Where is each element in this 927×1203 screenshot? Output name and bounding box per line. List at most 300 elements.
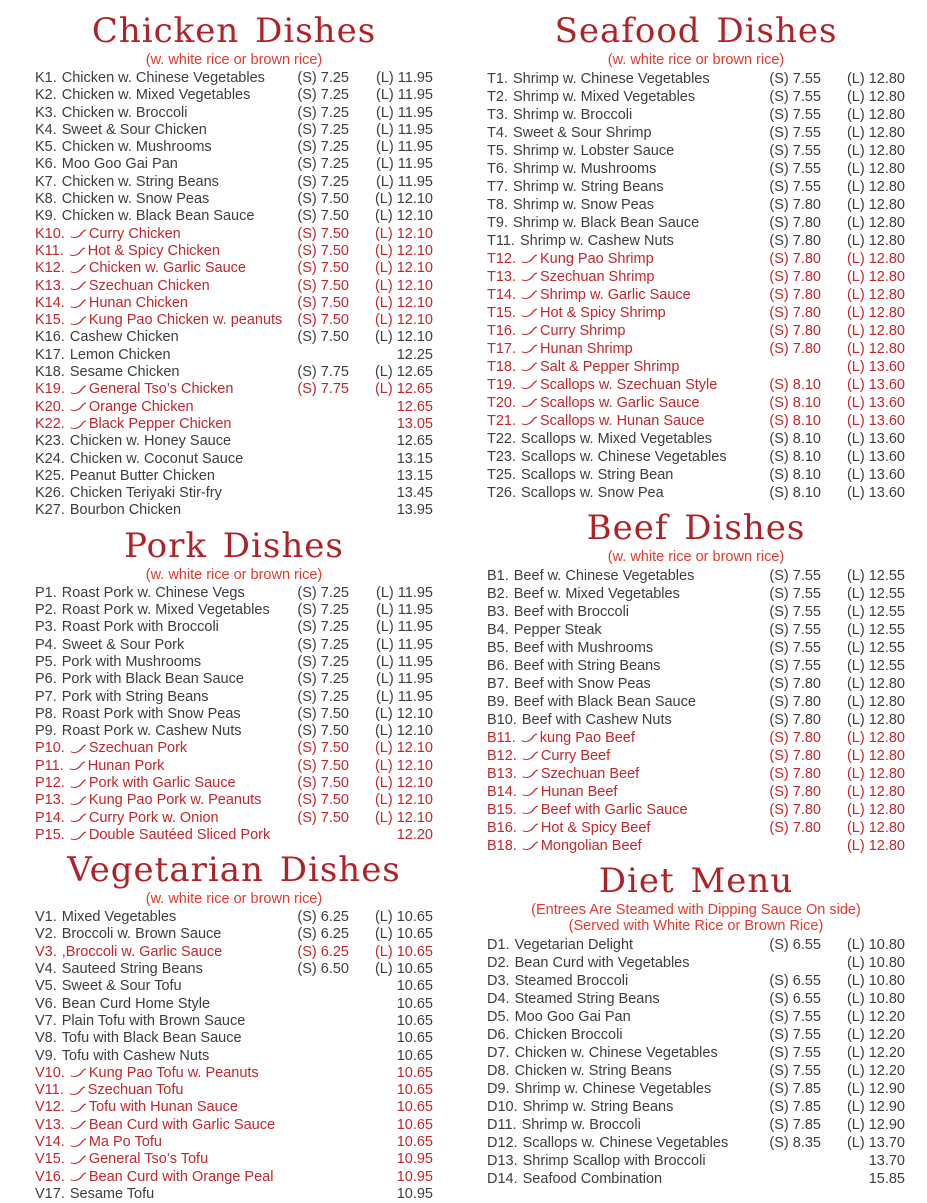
item-code: V13. (35, 1116, 65, 1133)
item-name (35, 226, 273, 243)
menu-item-row (35, 174, 433, 191)
item-name (487, 675, 745, 693)
menu-item-row (487, 1026, 905, 1044)
item-label: Shrimp w. Mushrooms (512, 161, 657, 177)
item-label: Pork with Black Bean Sauce (61, 671, 244, 688)
item-price-small: (S) 7.85 (769, 1099, 821, 1115)
item-price-small: (S) 7.55 (769, 1063, 821, 1079)
item-label: Curry Chicken (88, 225, 181, 242)
item-label: ,Broccoli w. Garlic Sauce (61, 943, 223, 960)
menu-item-row (487, 250, 905, 268)
menu-item-row (35, 260, 433, 277)
menu-item-row (35, 312, 433, 329)
item-label: Salt & Pepper Shrimp (540, 359, 680, 375)
item-code: P11. (35, 757, 64, 774)
item-price-large: 13.15 (396, 467, 433, 484)
item-price-large: (L) 10.65 (374, 961, 433, 978)
item-code: V6. (35, 995, 57, 1012)
chili-pepper-icon (521, 362, 538, 372)
item-name (487, 783, 745, 801)
item-price-large: (L) 12.80 (846, 712, 905, 728)
menu-item-row (487, 178, 905, 196)
item-label: Curry Pork w. Onion (88, 809, 219, 826)
item-price-large: (L) 12.55 (846, 640, 905, 656)
item-price-small: (S) 6.25 (297, 943, 349, 960)
item-price-small: (S) 8.10 (769, 431, 821, 447)
item-code: B15. (487, 802, 517, 818)
item-name (35, 191, 273, 208)
menu-item-row (35, 810, 433, 827)
menu-item-row (35, 416, 433, 433)
section-items (35, 585, 433, 844)
menu-item-row (487, 1134, 905, 1152)
item-price-small: (S) 7.85 (769, 1117, 821, 1133)
item-label: Bean Curd with Garlic Sauce (88, 1116, 276, 1133)
item-label: Seafood Combination (522, 1171, 663, 1187)
item-code: B4. (487, 622, 509, 638)
item-name (35, 243, 273, 260)
item-name (487, 430, 745, 448)
item-code: K3. (35, 104, 57, 121)
item-label: Scallops w. Snow Pea (521, 485, 664, 501)
item-price-large: (L) 12.10 (374, 809, 433, 826)
item-label: Sweet & Sour Tofu (61, 978, 182, 995)
item-label: Kung Pao Chicken w. peanuts (88, 312, 283, 329)
menu-item-row (35, 347, 433, 364)
item-code: K19. (35, 381, 65, 398)
chili-pepper-icon (522, 751, 539, 761)
menu-item-row (487, 1008, 905, 1026)
menu-item-row (487, 1098, 905, 1116)
item-label: Shrimp w. Mixed Vegetables (512, 89, 696, 105)
menu-item-row (487, 322, 905, 340)
item-code: V12. (35, 1099, 65, 1116)
menu-item-row (487, 268, 905, 286)
item-price-large: (L) 11.95 (376, 104, 433, 121)
item-label: Scallops w. Szechuan Style (540, 377, 718, 393)
item-name (35, 347, 273, 364)
item-label: Beef with Garlic Sauce (540, 802, 688, 818)
item-name (487, 88, 745, 106)
section-items (35, 909, 433, 1203)
item-code: V2. (35, 926, 57, 943)
menu-item-row (487, 1170, 905, 1188)
menu-item-row (487, 1116, 905, 1134)
item-code: D3. (487, 973, 510, 989)
item-label: Kung Pao Pork w. Peanuts (88, 792, 262, 809)
menu-column-right (487, 10, 905, 1200)
item-price-small: (S) 7.25 (297, 104, 349, 121)
chili-pepper-icon (521, 326, 538, 336)
item-name (35, 723, 273, 740)
item-price-large: 10.65 (396, 1012, 433, 1029)
item-price-small: (S) 7.25 (297, 636, 349, 653)
item-name (35, 1030, 273, 1047)
section-subtitle: (w. white rice or brown rice) (145, 566, 323, 583)
menu-item-row (487, 376, 905, 394)
item-price-large: 10.95 (396, 1168, 433, 1185)
menu-item-row (35, 1013, 433, 1030)
item-price-large: (L) 12.80 (846, 820, 905, 836)
item-code: V3. (35, 943, 57, 960)
item-price-large: (L) 11.95 (376, 653, 433, 670)
section-subtitle: (Entrees Are Steamed with Dipping Sauce On side) (531, 902, 861, 918)
chili-pepper-icon (70, 1138, 87, 1148)
item-label: General Tso’s Tofu (88, 1151, 209, 1168)
item-price-large: (L) 12.10 (374, 329, 433, 346)
menu-item-row (487, 819, 905, 837)
item-code: P15. (35, 826, 65, 843)
item-price-small: (S) 7.50 (297, 705, 349, 722)
item-code: T25. (487, 467, 517, 483)
item-label: Chicken w. String Beans (61, 173, 219, 190)
item-price-small: (S) 7.55 (769, 604, 821, 620)
section-subtitle: (w. white rice or brown rice) (145, 52, 323, 68)
chili-pepper-icon (521, 254, 538, 264)
menu-item-row (487, 567, 905, 585)
item-price-large: 15.85 (868, 1171, 905, 1187)
item-label: Shrimp w. Black Bean Sauce (512, 215, 700, 231)
item-code: K7. (35, 173, 57, 190)
item-price-small: (S) 7.50 (297, 225, 349, 242)
item-price-large: (L) 12.80 (846, 748, 905, 764)
item-code: V5. (35, 978, 57, 995)
item-code: B3. (487, 604, 509, 620)
item-label: Roast Pork with Snow Peas (61, 705, 241, 722)
item-code: K5. (35, 139, 57, 156)
menu-item-row (35, 926, 433, 943)
item-price-large: 10.65 (396, 1064, 433, 1081)
item-label: Bourbon Chicken (69, 502, 182, 519)
item-price-large: (L) 12.80 (846, 676, 905, 692)
item-price-small: (S) 7.50 (297, 312, 349, 329)
menu-item-row (35, 585, 433, 602)
item-price-large: (L) 12.80 (846, 802, 905, 818)
item-price-small: (S) 7.25 (297, 584, 349, 601)
item-code: T16. (487, 323, 517, 339)
chili-pepper-icon (70, 831, 87, 841)
item-price-large: (L) 12.90 (846, 1117, 905, 1133)
item-price-large: (L) 12.80 (846, 71, 905, 87)
item-code: V14. (35, 1134, 65, 1151)
menu-item-row (487, 603, 905, 621)
item-name (35, 381, 273, 398)
item-price-large: (L) 13.60 (846, 485, 905, 501)
item-price-large: (L) 12.10 (374, 277, 433, 294)
section-vegetarian (35, 849, 433, 1203)
item-name (35, 502, 273, 519)
item-code: P6. (35, 671, 57, 688)
item-price-small: (S) 7.25 (297, 671, 349, 688)
item-price-small: (S) 7.75 (297, 381, 349, 398)
item-price-small: (S) 7.50 (297, 809, 349, 826)
item-label: Shrimp w. Chinese Vegetables (512, 71, 710, 87)
item-price-large: (L) 12.80 (846, 323, 905, 339)
item-price-small: (S) 7.85 (769, 1081, 821, 1097)
item-code: K17. (35, 346, 65, 363)
item-price-large: (L) 10.80 (846, 937, 905, 953)
item-label: Chicken w. Chinese Vegetables (514, 1045, 718, 1061)
item-label: Sweet & Sour Pork (61, 636, 185, 653)
item-price-large: (L) 12.20 (846, 1027, 905, 1043)
item-name (487, 250, 745, 268)
item-price-small: (S) 7.25 (297, 619, 349, 636)
item-price-small: (S) 7.50 (297, 277, 349, 294)
item-name (35, 827, 273, 844)
menu-item-row (487, 448, 905, 466)
item-label: Vegetarian Delight (514, 937, 634, 953)
item-label: Orange Chicken (88, 398, 194, 415)
item-price-small: (S) 7.75 (297, 364, 349, 381)
item-price-large: (L) 12.80 (846, 287, 905, 303)
item-label: Black Pepper Chicken (88, 415, 232, 432)
item-price-large: 13.95 (396, 502, 433, 519)
item-label: Kung Pao Shrimp (540, 251, 654, 267)
item-label: Sweet & Sour Shrimp (512, 125, 652, 141)
item-name (35, 978, 273, 995)
item-label: Chicken w. Mixed Vegetables (61, 87, 251, 104)
item-price-small: (S) 7.55 (769, 89, 821, 105)
item-price-large: (L) 12.65 (374, 381, 433, 398)
item-name (487, 837, 745, 855)
item-name (487, 1152, 745, 1170)
menu-item-row (35, 156, 433, 173)
menu-item-row (35, 399, 433, 416)
item-price-small: (S) 8.10 (769, 377, 821, 393)
item-code: P2. (35, 602, 57, 619)
item-label: General Tso’s Chicken (88, 381, 234, 398)
item-code: T8. (487, 197, 508, 213)
item-price-large: (L) 12.80 (846, 107, 905, 123)
item-name (487, 268, 745, 286)
item-name (35, 122, 273, 139)
item-code: V11. (35, 1082, 64, 1099)
item-code: T26. (487, 485, 517, 501)
item-name (487, 954, 745, 972)
item-code: D14. (487, 1171, 518, 1187)
chili-pepper-icon (522, 769, 539, 779)
menu-item-row (35, 191, 433, 208)
chili-pepper-icon (70, 813, 87, 823)
item-label: Bean Curd with Vegetables (514, 955, 690, 971)
menu-item-row (487, 160, 905, 178)
item-name (487, 178, 745, 196)
item-name (487, 567, 745, 585)
menu-item-row (487, 1080, 905, 1098)
chili-pepper-icon (522, 805, 539, 815)
item-name (35, 792, 273, 809)
item-label: Pork with String Beans (61, 688, 209, 705)
menu-item-row (35, 706, 433, 723)
item-price-large: 12.25 (396, 346, 433, 363)
item-price-small: (S) 7.50 (297, 208, 349, 225)
item-price-small: (S) 6.55 (769, 937, 821, 953)
item-code: P10. (35, 740, 65, 757)
item-price-small: (S) 7.80 (769, 269, 821, 285)
item-label: Broccoli w. Brown Sauce (61, 926, 222, 943)
item-label: Hunan Shrimp (540, 341, 633, 357)
item-code: P1. (35, 584, 57, 601)
item-code: T17. (487, 341, 517, 357)
chili-pepper-icon (521, 416, 538, 426)
item-name (487, 603, 745, 621)
section-title: Beef Dishes (586, 508, 806, 548)
item-code: K11. (35, 242, 64, 259)
item-code: T1. (487, 71, 508, 87)
chili-pepper-icon (70, 1172, 87, 1182)
item-name (487, 639, 745, 657)
item-name (35, 451, 273, 468)
item-price-small: (S) 7.80 (769, 233, 821, 249)
item-price-large: (L) 11.95 (376, 688, 433, 705)
item-name (487, 484, 745, 502)
menu-item-row (487, 70, 905, 88)
menu-item-row (487, 1044, 905, 1062)
item-price-small: (S) 7.55 (769, 568, 821, 584)
item-name (35, 468, 273, 485)
item-label: Shrimp w. Broccoli (521, 1117, 641, 1133)
item-name (35, 740, 273, 757)
item-label: Hunan Pork (87, 757, 165, 774)
section-items (487, 936, 905, 1188)
item-price-small: (S) 7.25 (297, 70, 349, 86)
item-label: Beef w. Mixed Vegetables (513, 586, 680, 602)
item-code: V15. (35, 1151, 65, 1168)
menu-item-row (487, 142, 905, 160)
item-label: Chicken w. String Beans (514, 1063, 672, 1079)
item-label: Double Sautéed Sliced Pork (88, 826, 271, 843)
chili-pepper-icon (69, 761, 86, 771)
item-price-small: (S) 7.80 (769, 766, 821, 782)
menu-item-row (487, 88, 905, 106)
item-name (35, 1082, 273, 1099)
item-price-large: 13.05 (396, 415, 433, 432)
item-price-large: 10.65 (396, 1134, 433, 1151)
item-name (487, 412, 745, 430)
item-code: P12. (35, 774, 65, 791)
item-price-large: (L) 11.95 (376, 584, 433, 601)
item-price-large: (L) 11.95 (376, 121, 433, 138)
item-price-large: (L) 11.95 (376, 636, 433, 653)
item-price-large: (L) 11.95 (376, 70, 433, 86)
item-label: Shrimp Scallop with Broccoli (522, 1153, 706, 1169)
item-price-large: (L) 12.80 (846, 233, 905, 249)
item-code: V17. (35, 1185, 65, 1202)
item-price-small: (S) 7.50 (297, 294, 349, 311)
item-code: T18. (487, 359, 517, 375)
menu-item-row (35, 689, 433, 706)
menu-item-row (35, 944, 433, 961)
item-code: V9. (35, 1047, 57, 1064)
item-price-large: (L) 12.10 (374, 191, 433, 208)
item-label: Cashew Chicken (69, 329, 179, 346)
menu-item-row (35, 1169, 433, 1186)
item-name (35, 602, 273, 619)
item-label: Beef with Broccoli (513, 604, 630, 620)
chili-pepper-icon (70, 1155, 87, 1165)
item-code: T14. (487, 287, 517, 303)
item-label: Tofu with Cashew Nuts (61, 1047, 210, 1064)
item-price-small: (S) 7.55 (769, 1045, 821, 1061)
menu-item-row (35, 105, 433, 122)
item-name (35, 1065, 273, 1082)
section-subtitle: (w. white rice or brown rice) (145, 891, 323, 908)
item-name (487, 585, 745, 603)
item-label: Chicken w. Broccoli (61, 104, 188, 121)
item-code: B12. (487, 748, 517, 764)
item-label: Lemon Chicken (69, 346, 171, 363)
item-price-small: (S) 7.80 (769, 287, 821, 303)
menu-item-row (35, 996, 433, 1013)
item-name (487, 286, 745, 304)
section-title: Pork Dishes (124, 525, 344, 566)
item-code: D12. (487, 1135, 518, 1151)
menu-item-row (35, 468, 433, 485)
item-name (35, 758, 273, 775)
item-code: V7. (35, 1012, 57, 1029)
section-title: Seafood Dishes (554, 11, 838, 51)
item-price-large: (L) 12.20 (846, 1063, 905, 1079)
item-price-small: (S) 7.55 (769, 1027, 821, 1043)
menu-item-row (487, 286, 905, 304)
item-code: K6. (35, 156, 57, 173)
item-name (35, 926, 273, 943)
item-price-large: 10.65 (396, 1116, 433, 1133)
menu-item-row (35, 1030, 433, 1047)
item-name (35, 775, 273, 792)
item-price-large: (L) 12.80 (846, 305, 905, 321)
chili-pepper-icon (69, 247, 86, 257)
item-name (487, 70, 745, 88)
item-name (487, 657, 745, 675)
item-code: P3. (35, 619, 57, 636)
chili-pepper-icon (69, 1086, 86, 1096)
menu-item-row (487, 639, 905, 657)
item-name (35, 654, 273, 671)
item-name (35, 156, 273, 173)
menu-item-row (487, 214, 905, 232)
section-title: Chicken Dishes (91, 11, 377, 51)
section-title: Vegetarian Dishes (67, 850, 401, 891)
item-price-large: (L) 12.20 (846, 1009, 905, 1025)
menu-item-row (35, 723, 433, 740)
item-price-large: 10.65 (396, 1030, 433, 1047)
menu-column-left (35, 10, 433, 1200)
item-price-large: (L) 12.10 (374, 260, 433, 277)
item-price-large: (L) 12.80 (846, 143, 905, 159)
item-price-large: (L) 12.90 (846, 1099, 905, 1115)
item-label: Steamed String Beans (514, 991, 660, 1007)
menu-item-row (35, 278, 433, 295)
item-price-large: (L) 12.10 (374, 242, 433, 259)
item-price-small: (S) 7.50 (297, 723, 349, 740)
menu-item-row (487, 729, 905, 747)
menu-item-row (487, 954, 905, 972)
item-price-large: 12.65 (396, 433, 433, 450)
chili-pepper-icon (70, 1120, 87, 1130)
item-code: T20. (487, 395, 517, 411)
item-code: V1. (35, 909, 57, 926)
menu-item-row (487, 1152, 905, 1170)
item-code: K24. (35, 450, 65, 467)
item-price-large: (L) 11.95 (376, 156, 433, 173)
menu-item-row (487, 232, 905, 250)
item-price-large: (L) 12.10 (374, 225, 433, 242)
item-label: Chicken w. Coconut Sauce (69, 450, 244, 467)
menu-item-row (35, 1099, 433, 1116)
section-items (487, 567, 905, 855)
menu-item-row (35, 961, 433, 978)
